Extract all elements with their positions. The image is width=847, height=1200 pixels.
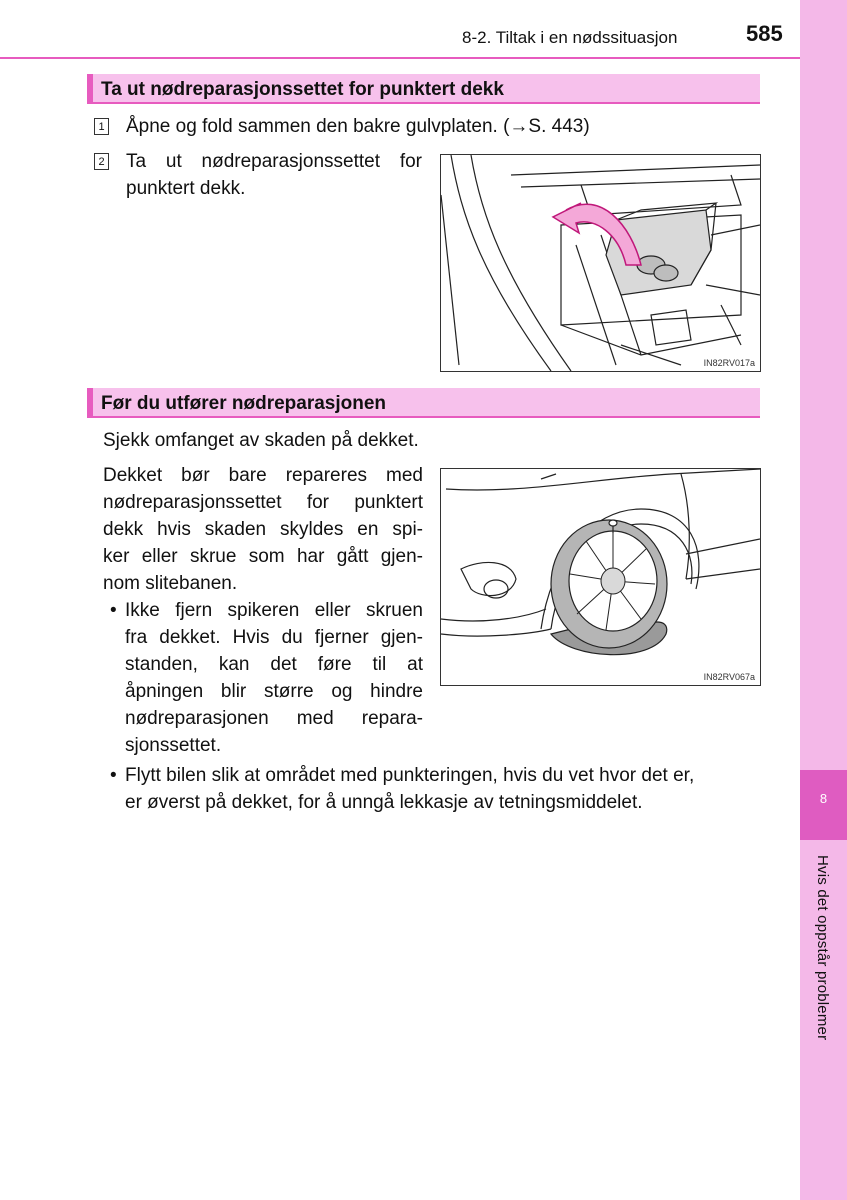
trunk-kit-illustration bbox=[441, 155, 760, 371]
step-1-text: Åpne og fold sammen den bakre gulvplaten. (→S. 443) bbox=[126, 116, 590, 137]
bullet-line: standen, kan det føre til at bbox=[125, 654, 423, 675]
heading-accent-bar bbox=[87, 74, 93, 102]
bullet-line: åpningen blir større og hindre bbox=[125, 681, 423, 702]
running-header: 8-2. Tiltak i en nødssituasjon bbox=[462, 28, 678, 47]
bullet-line: nødreparasjonen med repara- bbox=[125, 708, 423, 729]
paragraph-line: dekk hvis skaden skyldes en spi- bbox=[103, 519, 423, 540]
step-number-2: 2 bbox=[94, 153, 109, 170]
bullet-do-not-remove bbox=[110, 597, 423, 762]
bullet-line: Ikke fjern spikeren eller skruen bbox=[125, 600, 423, 621]
bullet-line: er øverst på dekket, for å unngå lekkasje av tetningsmiddelet. bbox=[125, 792, 643, 813]
intro-text: Sjekk omfanget av skaden på dekket. bbox=[103, 430, 419, 451]
bullet-line: sjonssettet. bbox=[125, 735, 222, 756]
flat-tire-illustration bbox=[441, 469, 760, 685]
bullet-glyph: • bbox=[110, 765, 117, 786]
section-heading-title: Før du utfører nødreparasjonen bbox=[101, 393, 387, 414]
header-rule bbox=[0, 57, 800, 59]
bullet-text bbox=[125, 597, 423, 759]
figure-code: IN82RV067a bbox=[703, 672, 755, 682]
paragraph-line: Dekket bør bare repareres med bbox=[103, 465, 423, 486]
step-2-text bbox=[126, 148, 422, 202]
bullet-line: fra dekket. Hvis du fjerner gjen- bbox=[125, 627, 423, 648]
section-heading-before-repair bbox=[87, 388, 760, 418]
step-number-1: 1 bbox=[94, 118, 109, 135]
page-number: 585 bbox=[746, 21, 783, 46]
figure-kit-removal bbox=[440, 154, 761, 372]
bullet-move-car bbox=[110, 762, 770, 818]
bullet-glyph: • bbox=[110, 600, 117, 621]
damage-paragraph bbox=[103, 462, 423, 597]
chapter-title-vertical: Hvis det oppstår problemer bbox=[814, 855, 831, 1041]
section-heading-title: Ta ut nødreparasjonssettet for punktert dekk bbox=[101, 79, 504, 100]
figure-code: IN82RV017a bbox=[703, 358, 755, 368]
paragraph-line: nødreparasjonssettet for punktert bbox=[103, 492, 423, 513]
paragraph-line: ker eller skrue som har gått gjen- bbox=[103, 546, 423, 567]
chapter-number-tab: 8 bbox=[800, 770, 847, 840]
bullet-text bbox=[125, 762, 770, 816]
heading-accent-bar bbox=[87, 388, 93, 416]
bullet-line: Flytt bilen slik at området med punkteringen, hvis du vet hvor det er, bbox=[125, 765, 695, 786]
step-2-line: punktert dekk. bbox=[126, 178, 246, 199]
step-2-line: Ta ut nødreparasjonssettet for bbox=[126, 151, 422, 172]
figure-flat-tire bbox=[440, 468, 761, 686]
section-heading-remove-kit bbox=[87, 74, 760, 104]
paragraph-line: nom slitebanen. bbox=[103, 573, 238, 594]
